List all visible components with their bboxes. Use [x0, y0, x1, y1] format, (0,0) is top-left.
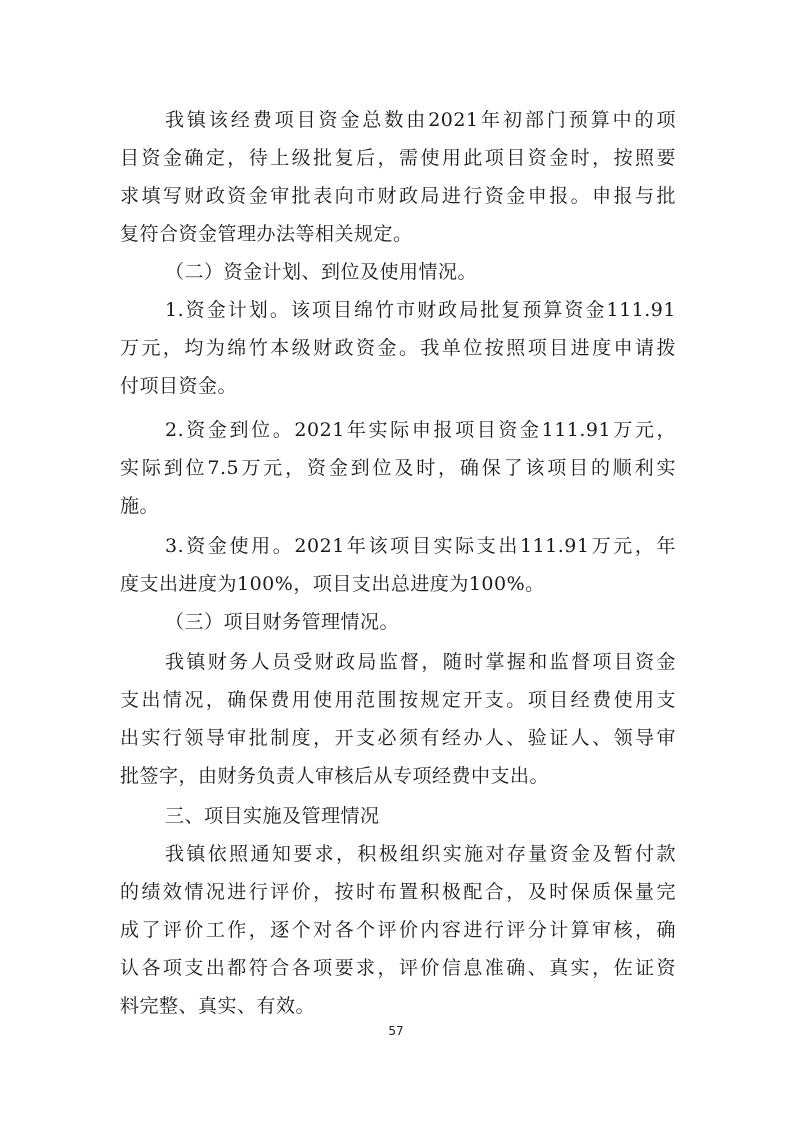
section-heading-financial-management: （三）项目财务管理情况。	[165, 611, 400, 633]
paragraph-6-line-4: 认各项支出都符合各项要求，评价信息准确、真实，佐证资	[120, 957, 676, 979]
section-heading-implementation: 三、项目实施及管理情况	[165, 805, 380, 827]
section-heading-fund-plan: （二）资金计划、到位及使用情况。	[165, 261, 478, 283]
paragraph-5-line-2: 支出情况，确保费用使用范围按规定开支。项目经费使用支	[120, 689, 676, 711]
paragraph-2-line-2: 万元，均为绵竹本级财政资金。我单位按照项目进度申请拨	[120, 337, 676, 359]
paragraph-4-line-2: 度支出进度为100%，项目支出总进度为100%。	[120, 573, 545, 595]
paragraph-1-line-2: 目资金确定，待上级批复后，需使用此项目资金时，按照要	[120, 147, 676, 169]
paragraph-5-line-4: 批签字，由财务负责人审核后从专项经费中支出。	[120, 765, 550, 787]
paragraph-6-line-1: 我镇依照通知要求，积极组织实施对存量资金及暂付款	[165, 843, 676, 865]
paragraph-2-line-1: 1.资金计划。该项目绵竹市财政局批复预算资金111.91	[165, 299, 676, 321]
paragraph-3-line-3: 施。	[120, 495, 160, 517]
paragraph-1-line-4: 复符合资金管理办法等相关规定。	[120, 223, 413, 245]
paragraph-6-line-3: 成了评价工作，逐个对各个评价内容进行评分计算审核，确	[120, 919, 676, 941]
paragraph-2-line-3: 付项目资金。	[120, 375, 238, 397]
paragraph-5-line-1: 我镇财务人员受财政局监督，随时掌握和监督项目资金	[165, 651, 676, 673]
page-number: 57	[388, 1024, 404, 1038]
paragraph-6-line-5: 料完整、真实、有效。	[120, 995, 316, 1017]
paragraph-3-line-2: 实际到位7.5万元，资金到位及时，确保了该项目的顺利实	[120, 457, 676, 479]
paragraph-5-line-3: 出实行领导审批制度，开支必须有经办人、验证人、领导审	[120, 727, 676, 749]
paragraph-6-line-2: 的绩效情况进行评价，按时布置积极配合，及时保质保量完	[120, 881, 676, 903]
paragraph-4-line-1: 3.资金使用。2021年该项目实际支出111.91万元，年	[165, 535, 676, 557]
paragraph-1-line-1: 我镇该经费项目资金总数由2021年初部门预算中的项	[165, 109, 676, 131]
paragraph-3-line-1: 2.资金到位。2021年实际申报项目资金111.91万元，	[165, 419, 676, 441]
paragraph-1-line-3: 求填写财政资金审批表向市财政局进行资金申报。申报与批	[120, 185, 676, 207]
